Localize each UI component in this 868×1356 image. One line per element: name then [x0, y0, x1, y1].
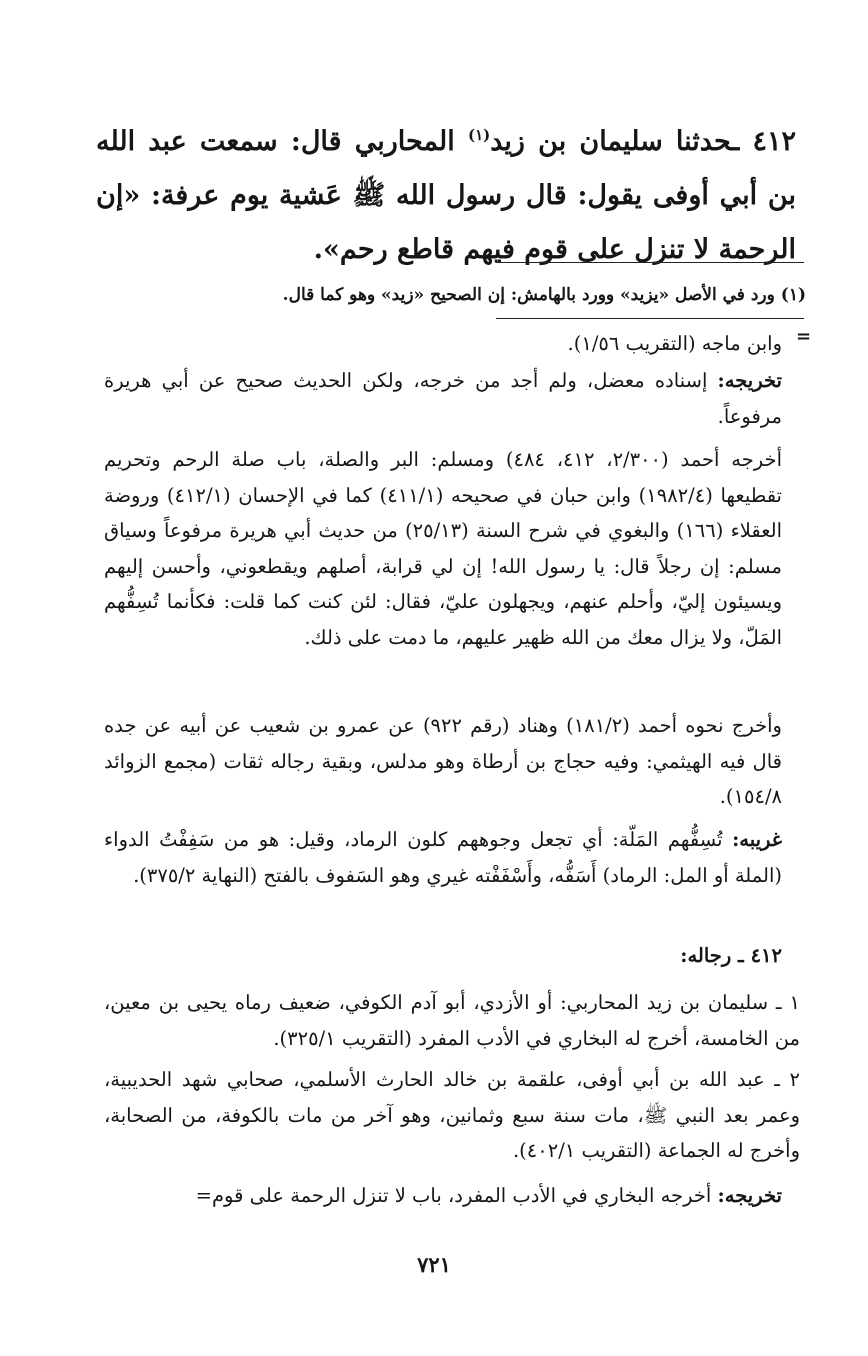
- takhrij-line: تخريجه: أخرجه البخاري في الأدب المفرد، باب لا تنزل الرحمة على قوم=: [195, 1184, 782, 1207]
- commentary-sources: أخرجه أحمد (٢/٣٠٠، ٤١٢، ٤٨٤) ومسلم: البر والصلة، باب صلة الرحم وتحريم تقطيعها (١٩٨٢/٤) وابن حبان في صحيحه (٤١١/١) كما في الإحسان (٤١٢/١) وروضة العقلاء (١٦٦) والبغوي في شرح السنة (٢٥/١٣) من حديث أبي هريرة مرفوعاً وسياق مسلم: إن رجلاً قال: يا رسول الله! إن لي قرابة، أصلهم ويقطعوني، وأحسن إليهم ويسيئون إليّ، وأحلم عنهم، ويجهلون عليّ، فقال: لئن كنت كما قلت: فكأنما تُسِفُّهم المَلّ، ولا يزال معك من الله ظهير عليهم، ما دمت على ذلك.: [104, 448, 783, 649]
- hadith-number: ٤١٢ ـ: [731, 126, 797, 157]
- takhrij-label: تخريجه:: [717, 369, 782, 392]
- continuation-mark: =: [796, 326, 812, 347]
- takhrij-label: تخريجه:: [717, 1184, 782, 1207]
- rijal-item: ٢ ـ عبد الله بن أبي أوفى، علقمة بن خالد الحارث الأسلمي، صحابي شهد الحديبية، وعمر بعد النبي ﷺ، مات سنة سبع وثمانين، وهو آخر من مات بالكوفة، من الصحابة، وأخرج له الجماعة (التقريب ٤٠٢/١).: [104, 1068, 800, 1162]
- gharib-label: غريبه:: [732, 828, 782, 851]
- hadith-body: المحاربي قال: سمعت عبد الله بن أبي أوفى يقول: قال رسول الله ﷺ عَشية يوم عرفة: «إن الرحمة لا تنزل على قوم فيهم قاطع رحم».: [96, 126, 796, 265]
- hadith-opening: حدثنا سليمان بن زيد: [490, 126, 732, 157]
- rijal-heading: ٤١٢ ـ رجاله:: [680, 944, 782, 967]
- commentary-separator: [496, 318, 804, 319]
- commentary-line: وابن ماجه (التقريب ١/٥٦).: [567, 332, 782, 355]
- footnote-marker: (١): [467, 126, 491, 144]
- rijal-item: ١ ـ سليمان بن زيد المحاربي: أو الأزدي، أبو آدم الكوفي، ضعيف رماه يحيى بن معين، من الخامسة، أخرج له البخاري في الأدب المفرد (التقريب ٣٢٥/١).: [104, 991, 800, 1050]
- commentary-similar: وأخرج نحوه أحمد (١٨١/٢) وهناد (رقم ٩٢٢) عن عمرو بن شعيب عن أبيه عن جده قال فيه الهيثمي: وفيه حجاج بن أرطاة وهو مدلس، وبقية رجاله ثقات (مجمع الزوائد ١٥٤/٨).: [104, 714, 782, 808]
- footnote-separator: [496, 262, 804, 263]
- footnote: (١) ورد في الأصل «يزيد» وورد بالهامش: إن الصحيح «زيد» وهو كما قال.: [282, 285, 806, 305]
- commentary-takhrij: تخريجه: إسناده معضل، ولم أجد من خرجه، ولكن الحديث صحيح عن أبي هريرة مرفوعاً.: [104, 369, 782, 428]
- page-number: ٧٢١: [417, 1252, 451, 1277]
- commentary-gharib: غريبه: تُسِفُّهم المَلّة: أي تجعل وجوههم كلون الرماد، وقيل: هو من سَفِفْتُ الدواء (الملة أو المل: الرماد) أَسَفُّه، وأَسْفَفْته غيري وهو السَفوف بالفتح (النهاية ٣٧٥/٢).: [104, 828, 782, 887]
- hadith-text: [96, 108, 796, 277]
